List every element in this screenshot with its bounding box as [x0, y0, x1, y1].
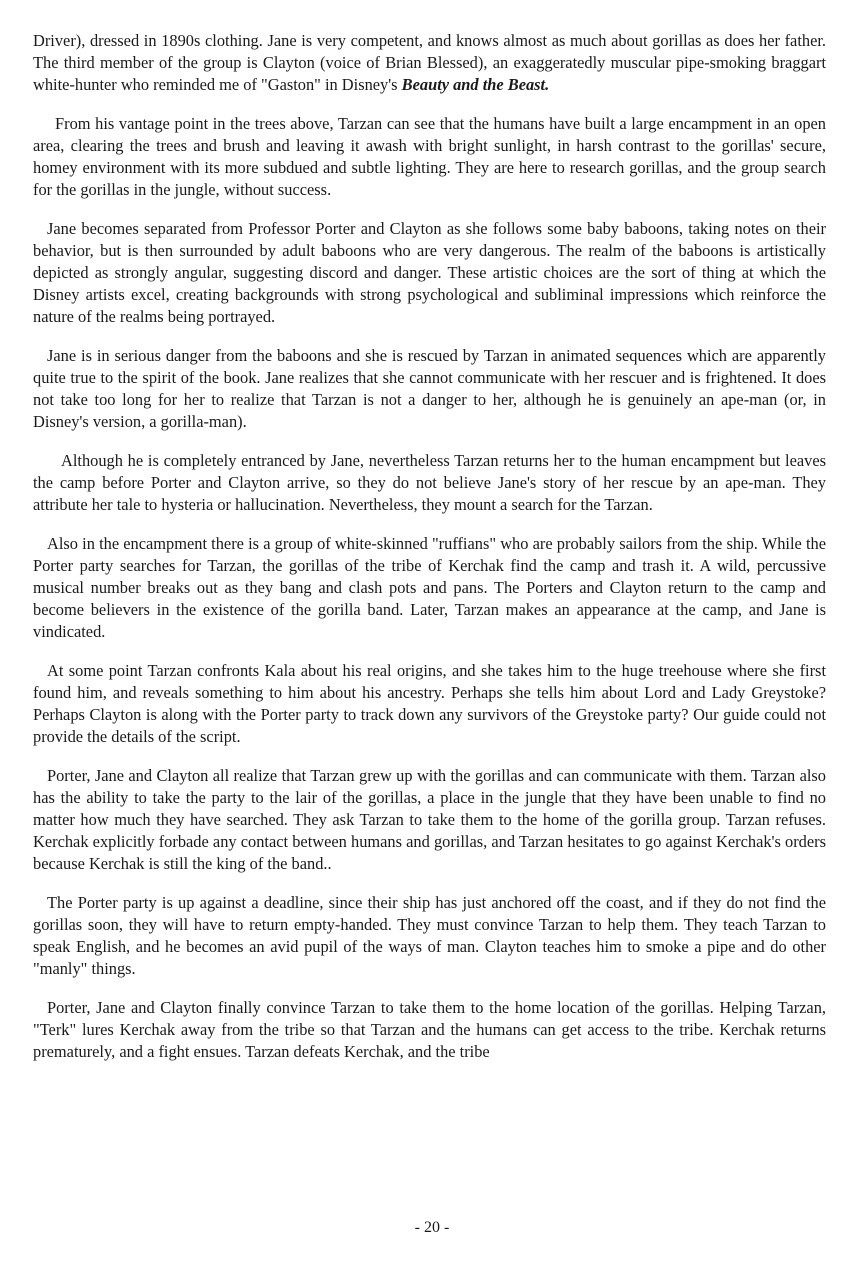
paragraph-1-text: Driver), dressed in 1890s clothing. Jane is very competent, and knows almost as much about gorillas as does her father. The third member of the group is Clayton (voice of Brian Blessed), an exaggeratedly muscular pipe-smoking braggart white-hunter who reminded me of "Gaston" in Disney's: [33, 31, 826, 94]
paragraph-10: Porter, Jane and Clayton finally convince Tarzan to take them to the home location of the gorillas. Helping Tarzan, "Terk" lures Kerchak away from the tribe so that Tarzan and the humans can get access to the tribe. Kerchak returns prematurely, and a fight ensues. Tarzan defeats Kerchak, and the tribe: [33, 998, 826, 1061]
document-page: [33, 30, 826, 1210]
paragraph-8: Porter, Jane and Clayton all realize that Tarzan grew up with the gorillas and can communicate with them. Tarzan also has the ability to take the party to the lair of the gorillas, a place in the jungle that they have been unable to find no matter how much they have searched. They ask Tarzan to take them to the home of the gorilla group. Tarzan refuses. Kerchak explicitly forbade any contact between humans and gorillas, and Tarzan hesitates to go against Kerchak's orders because Kerchak is still the king of the band..: [33, 766, 826, 873]
film-title-beauty-and-the-beast: Beauty and the Beast.: [401, 75, 550, 94]
paragraph-2: From his vantage point in the trees above, Tarzan can see that the humans have built a large encampment in an open area, clearing the trees and brush and leaving it awash with bright sunlight, in harsh contrast to the gorillas' secure, homey environment with its more subdued and subtle lighting. They are here to research gorillas, and the group search for the gorillas in the jungle, without success.: [33, 114, 826, 199]
paragraph-6: Also in the encampment there is a group of white-skinned "ruffians" who are probably sailors from the ship. While the Porter party searches for Tarzan, the gorillas of the tribe of Kerchak find the camp and trash it. A wild, percussive musical number breaks out as they bang and clash pots and pans. The Porters and Clayton return to the camp and become believers in the existence of the gorilla band. Later, Tarzan makes an appearance at the camp, and Jane is vindicated.: [33, 534, 826, 641]
paragraph-1: [33, 30, 826, 96]
paragraph-9: The Porter party is up against a deadline, since their ship has just anchored off the coast, and if they do not find the gorillas soon, they will have to return empty-handed. They must convince Tarzan to help them. They teach Tarzan to speak English, and he becomes an avid pupil of the ways of man. Clayton teaches him to smoke a pipe and do other "manly" things.: [33, 893, 826, 978]
page-number: - 20 -: [414, 1219, 450, 1236]
paragraph-4: Jane is in serious danger from the baboons and she is rescued by Tarzan in animated sequences which are apparently quite true to the spirit of the book. Jane realizes that she cannot communicate with her rescuer and is frightened. It does not take too long for her to realize that Tarzan is not a danger to her, although he is genuinely an ape-man (or, in Disney's version, a gorilla-man).: [33, 346, 826, 431]
paragraph-3: Jane becomes separated from Professor Porter and Clayton as she follows some baby baboons, taking notes on their behavior, but is then surrounded by adult baboons who are very dangerous. The realm of the baboons is artistically depicted as strongly angular, suggesting discord and danger. These artistic choices are the sort of thing at which the Disney artists excel, creating backgrounds with strong psychological and subliminal impressions which reinforce the nature of the realms being portrayed.: [33, 219, 826, 326]
paragraph-5: Although he is completely entranced by Jane, nevertheless Tarzan returns her to the human encampment but leaves the camp before Porter and Clayton arrive, so they do not believe Jane's story of her rescue by an ape-man. They attribute her tale to hysteria or hallucination. Nevertheless, they mount a search for the Tarzan.: [33, 451, 826, 514]
paragraph-7: At some point Tarzan confronts Kala about his real origins, and she takes him to the huge treehouse where she first found him, and reveals something to him about his ancestry. Perhaps she tells him about Lord and Lady Greystoke? Perhaps Clayton is along with the Porter party to track down any survivors of the Greystoke party? Our guide could not provide the details of the script.: [33, 661, 826, 746]
